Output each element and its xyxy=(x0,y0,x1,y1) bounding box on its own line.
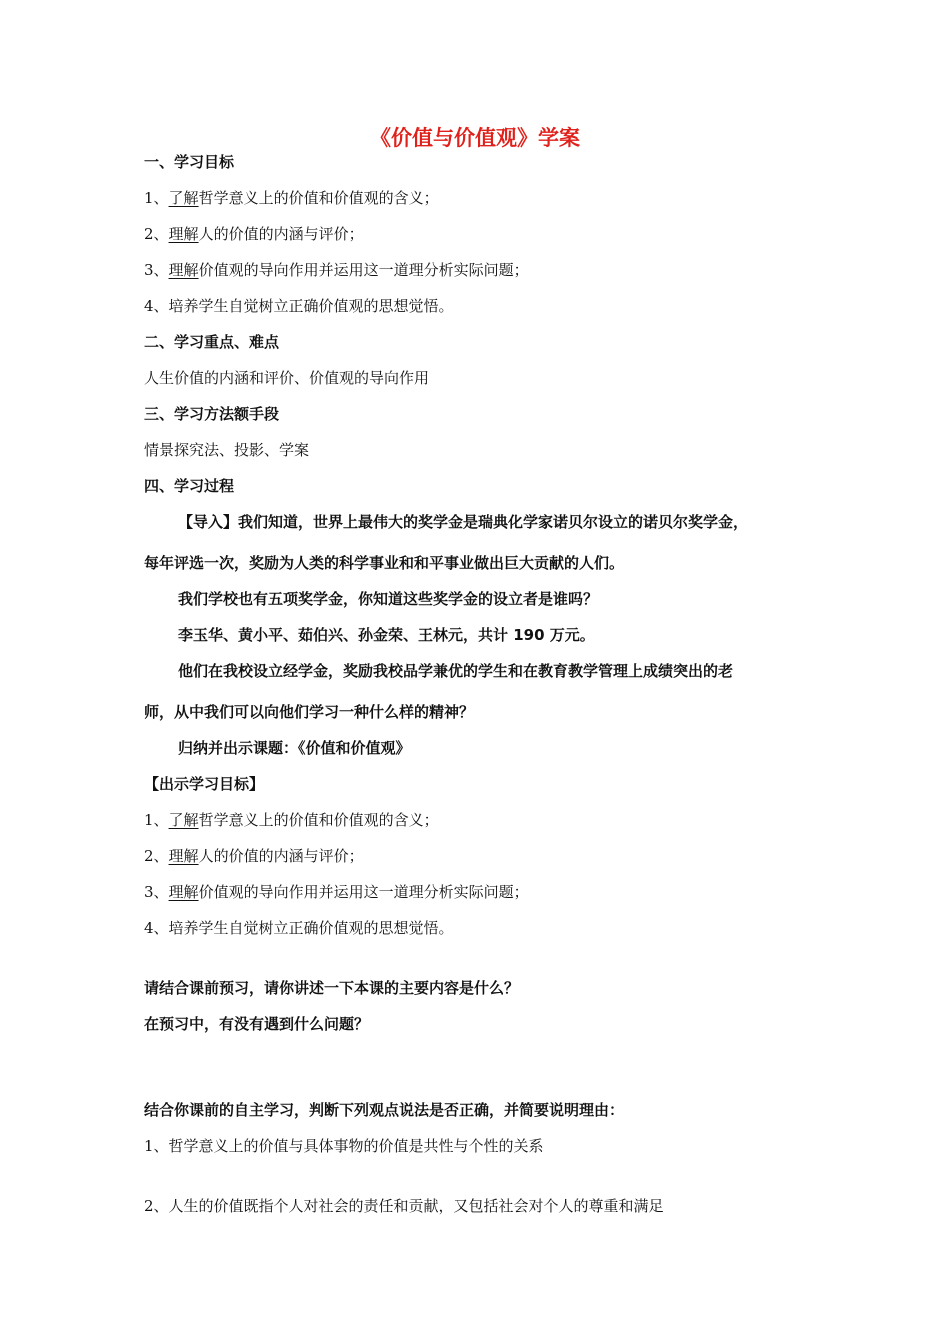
preview-question: 请结合课前预习，请你讲述一下本课的主要内容是什么？ xyxy=(144,979,520,997)
show-goal-item: 1、了解哲学意义上的价值和价值观的含义； xyxy=(144,811,439,829)
judge-heading: 结合你课前的自主学习，判断下列观点说法是否正确，并简要说明理由： xyxy=(144,1101,625,1119)
goals-heading: 一、学习目标 xyxy=(144,153,235,171)
intro-donors: 李玉华、黄小平、茹伯兴、孙金荣、王林元，共计 190 万元。 xyxy=(178,626,595,644)
goal-verb: 理解 xyxy=(168,847,199,865)
show-goals-heading: 【出示学习目标】 xyxy=(144,775,265,793)
method-heading: 三、学习方法额手段 xyxy=(144,405,280,423)
goal-verb: 理解 xyxy=(168,883,199,901)
judge-item: 1、哲学意义上的价值与具体事物的价值是共性与个性的关系 xyxy=(144,1137,544,1155)
goal-verb: 了解 xyxy=(168,811,199,829)
problem-question: 在预习中，有没有遇到什么问题？ xyxy=(144,1015,370,1033)
goal-item: 2、理解人的价值的内涵与评价； xyxy=(144,225,364,243)
document-title: 《价值与价值观》学案 xyxy=(370,125,580,150)
goal-verb: 理解 xyxy=(168,225,199,243)
intro-paragraph-line: 师，从中我们可以向他们学习一种什么样的精神？ xyxy=(144,703,475,721)
method-text: 情景探究法、投影、学案 xyxy=(144,441,310,459)
intro-paragraph-line: 【导入】我们知道，世界上最伟大的奖学金是瑞典化学家诺贝尔设立的诺贝尔奖学金， xyxy=(178,513,749,531)
intro-paragraph-line: 他们在我校设立经学金，奖励我校品学兼优的学生和在教育教学管理上成绩突出的老 xyxy=(178,662,734,680)
show-goal-item: 3、理解价值观的导向作用并运用这一道理分析实际问题； xyxy=(144,883,529,901)
goal-verb: 理解 xyxy=(168,261,199,279)
goal-item: 4、培养学生自觉树立正确价值观的思想觉悟。 xyxy=(144,297,454,315)
goal-verb: 了解 xyxy=(168,189,199,207)
goal-item: 3、理解价值观的导向作用并运用这一道理分析实际问题； xyxy=(144,261,529,279)
intro-question: 我们学校也有五项奖学金，你知道这些奖学金的设立者是谁吗？ xyxy=(178,590,599,608)
show-goal-item: 4、培养学生自觉树立正确价值观的思想觉悟。 xyxy=(144,919,454,937)
intro-topic: 归纳并出示课题：《价值和价值观》 xyxy=(178,739,411,757)
process-heading: 四、学习过程 xyxy=(144,477,235,495)
show-goal-item: 2、理解人的价值的内涵与评价； xyxy=(144,847,364,865)
key-heading: 二、学习重点、难点 xyxy=(144,333,280,351)
judge-item: 2、人生的价值既指个人对社会的责任和贡献，又包括社会对个人的尊重和满足 xyxy=(144,1197,664,1215)
intro-paragraph-line: 每年评选一次，奖励为人类的科学事业和和平事业做出巨大贡献的人们。 xyxy=(144,554,625,572)
key-text: 人生价值的内涵和评价、价值观的导向作用 xyxy=(144,369,430,387)
goal-item: 1、了解哲学意义上的价值和价值观的含义； xyxy=(144,189,439,207)
